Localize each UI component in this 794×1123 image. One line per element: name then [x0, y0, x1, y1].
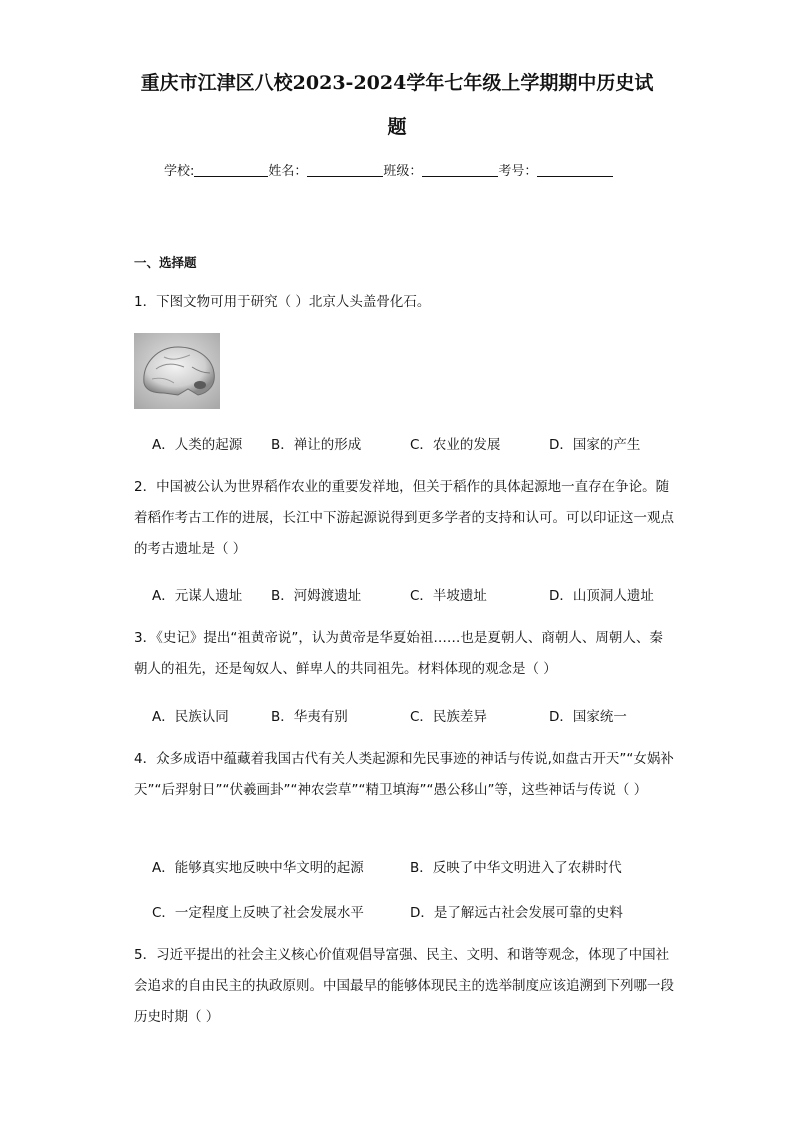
- exam-no-label: 考号：: [498, 164, 538, 179]
- q3-option-c[interactable]: C．民族差异: [410, 709, 487, 725]
- q4-option-b[interactable]: B．反映了中华文明进入了农耕时代: [410, 860, 622, 876]
- question-5-stem: 5．习近平提出的社会主义核心价值观倡导富强、民主、文明、和谐等观念，体现了中国社会追求的自由民主的执政原则。中国最早的能够体现民主的选举制度应该追溯到下列哪一段历史时期（ ）: [134, 947, 674, 1025]
- q1-option-b[interactable]: B．禅让的形成: [271, 437, 362, 453]
- school-blank[interactable]: [194, 162, 268, 177]
- q3-option-a[interactable]: A．民族认同: [152, 709, 229, 725]
- skull-fossil-image: [134, 333, 220, 409]
- q4-option-a[interactable]: A．能够真实地反映中华文明的起源: [152, 860, 364, 876]
- question-2-stem: 2．中国被公认为世界稻作农业的重要发祥地，但关于稻作的具体起源地一直存在争论。随着稻作考古工作的进展，长江中下游起源说得到更多学者的支持和认可。可以印证这一观点的考古遗址是（ ）: [134, 479, 674, 557]
- q2-option-d[interactable]: D．山顶洞人遗址: [549, 588, 654, 604]
- q1-option-a[interactable]: A．人类的起源: [152, 437, 243, 453]
- question-4-stem: 4．众多成语中蕴藏着我国古代有关人类起源和先民事迹的神话与传说,如盘古开天”“女娲补天”“后羿射日”“伏羲画卦”“神农尝草”“精卫填海”“愚公移山”等，这些神话与传说（ ）: [134, 751, 674, 798]
- school-label: 学校:: [164, 164, 195, 179]
- q1-option-d[interactable]: D．国家的产生: [549, 437, 641, 453]
- q2-option-c[interactable]: C．半坡遗址: [410, 588, 487, 604]
- name-blank[interactable]: [307, 162, 383, 177]
- student-info-line: [164, 160, 613, 179]
- exam-title-line2: 题: [387, 116, 407, 138]
- q3-option-d[interactable]: D．国家统一: [549, 709, 627, 725]
- q4-option-d[interactable]: D．是了解远古社会发展可靠的史料: [410, 905, 623, 921]
- exam-no-blank[interactable]: [537, 162, 613, 177]
- question-1-stem: 1．下图文物可用于研究（ ）北京人头盖骨化石。: [134, 294, 431, 310]
- q2-option-b[interactable]: B．河姆渡遗址: [271, 588, 362, 604]
- section-heading: 一、选择题: [134, 255, 197, 270]
- q3-option-b[interactable]: B．华夷有别: [271, 709, 348, 725]
- question-3-stem: 3．《史记》提出“祖黄帝说”，认为黄帝是华夏始祖……也是夏朝人、商朝人、周朝人、秦朝人的祖先，还是匈奴人、鲜卑人的共同祖先。材料体现的观念是（ ）: [134, 630, 663, 677]
- name-label: 姓名：: [268, 164, 308, 179]
- class-blank[interactable]: [422, 162, 498, 177]
- exam-title-line1: 重庆市江津区八校2023-2024学年七年级上学期期中历史试: [140, 72, 654, 94]
- q4-option-c[interactable]: C．一定程度上反映了社会发展水平: [152, 905, 364, 921]
- q1-option-c[interactable]: C．农业的发展: [410, 437, 501, 453]
- q2-option-a[interactable]: A．元谋人遗址: [152, 588, 243, 604]
- class-label: 班级：: [383, 164, 423, 179]
